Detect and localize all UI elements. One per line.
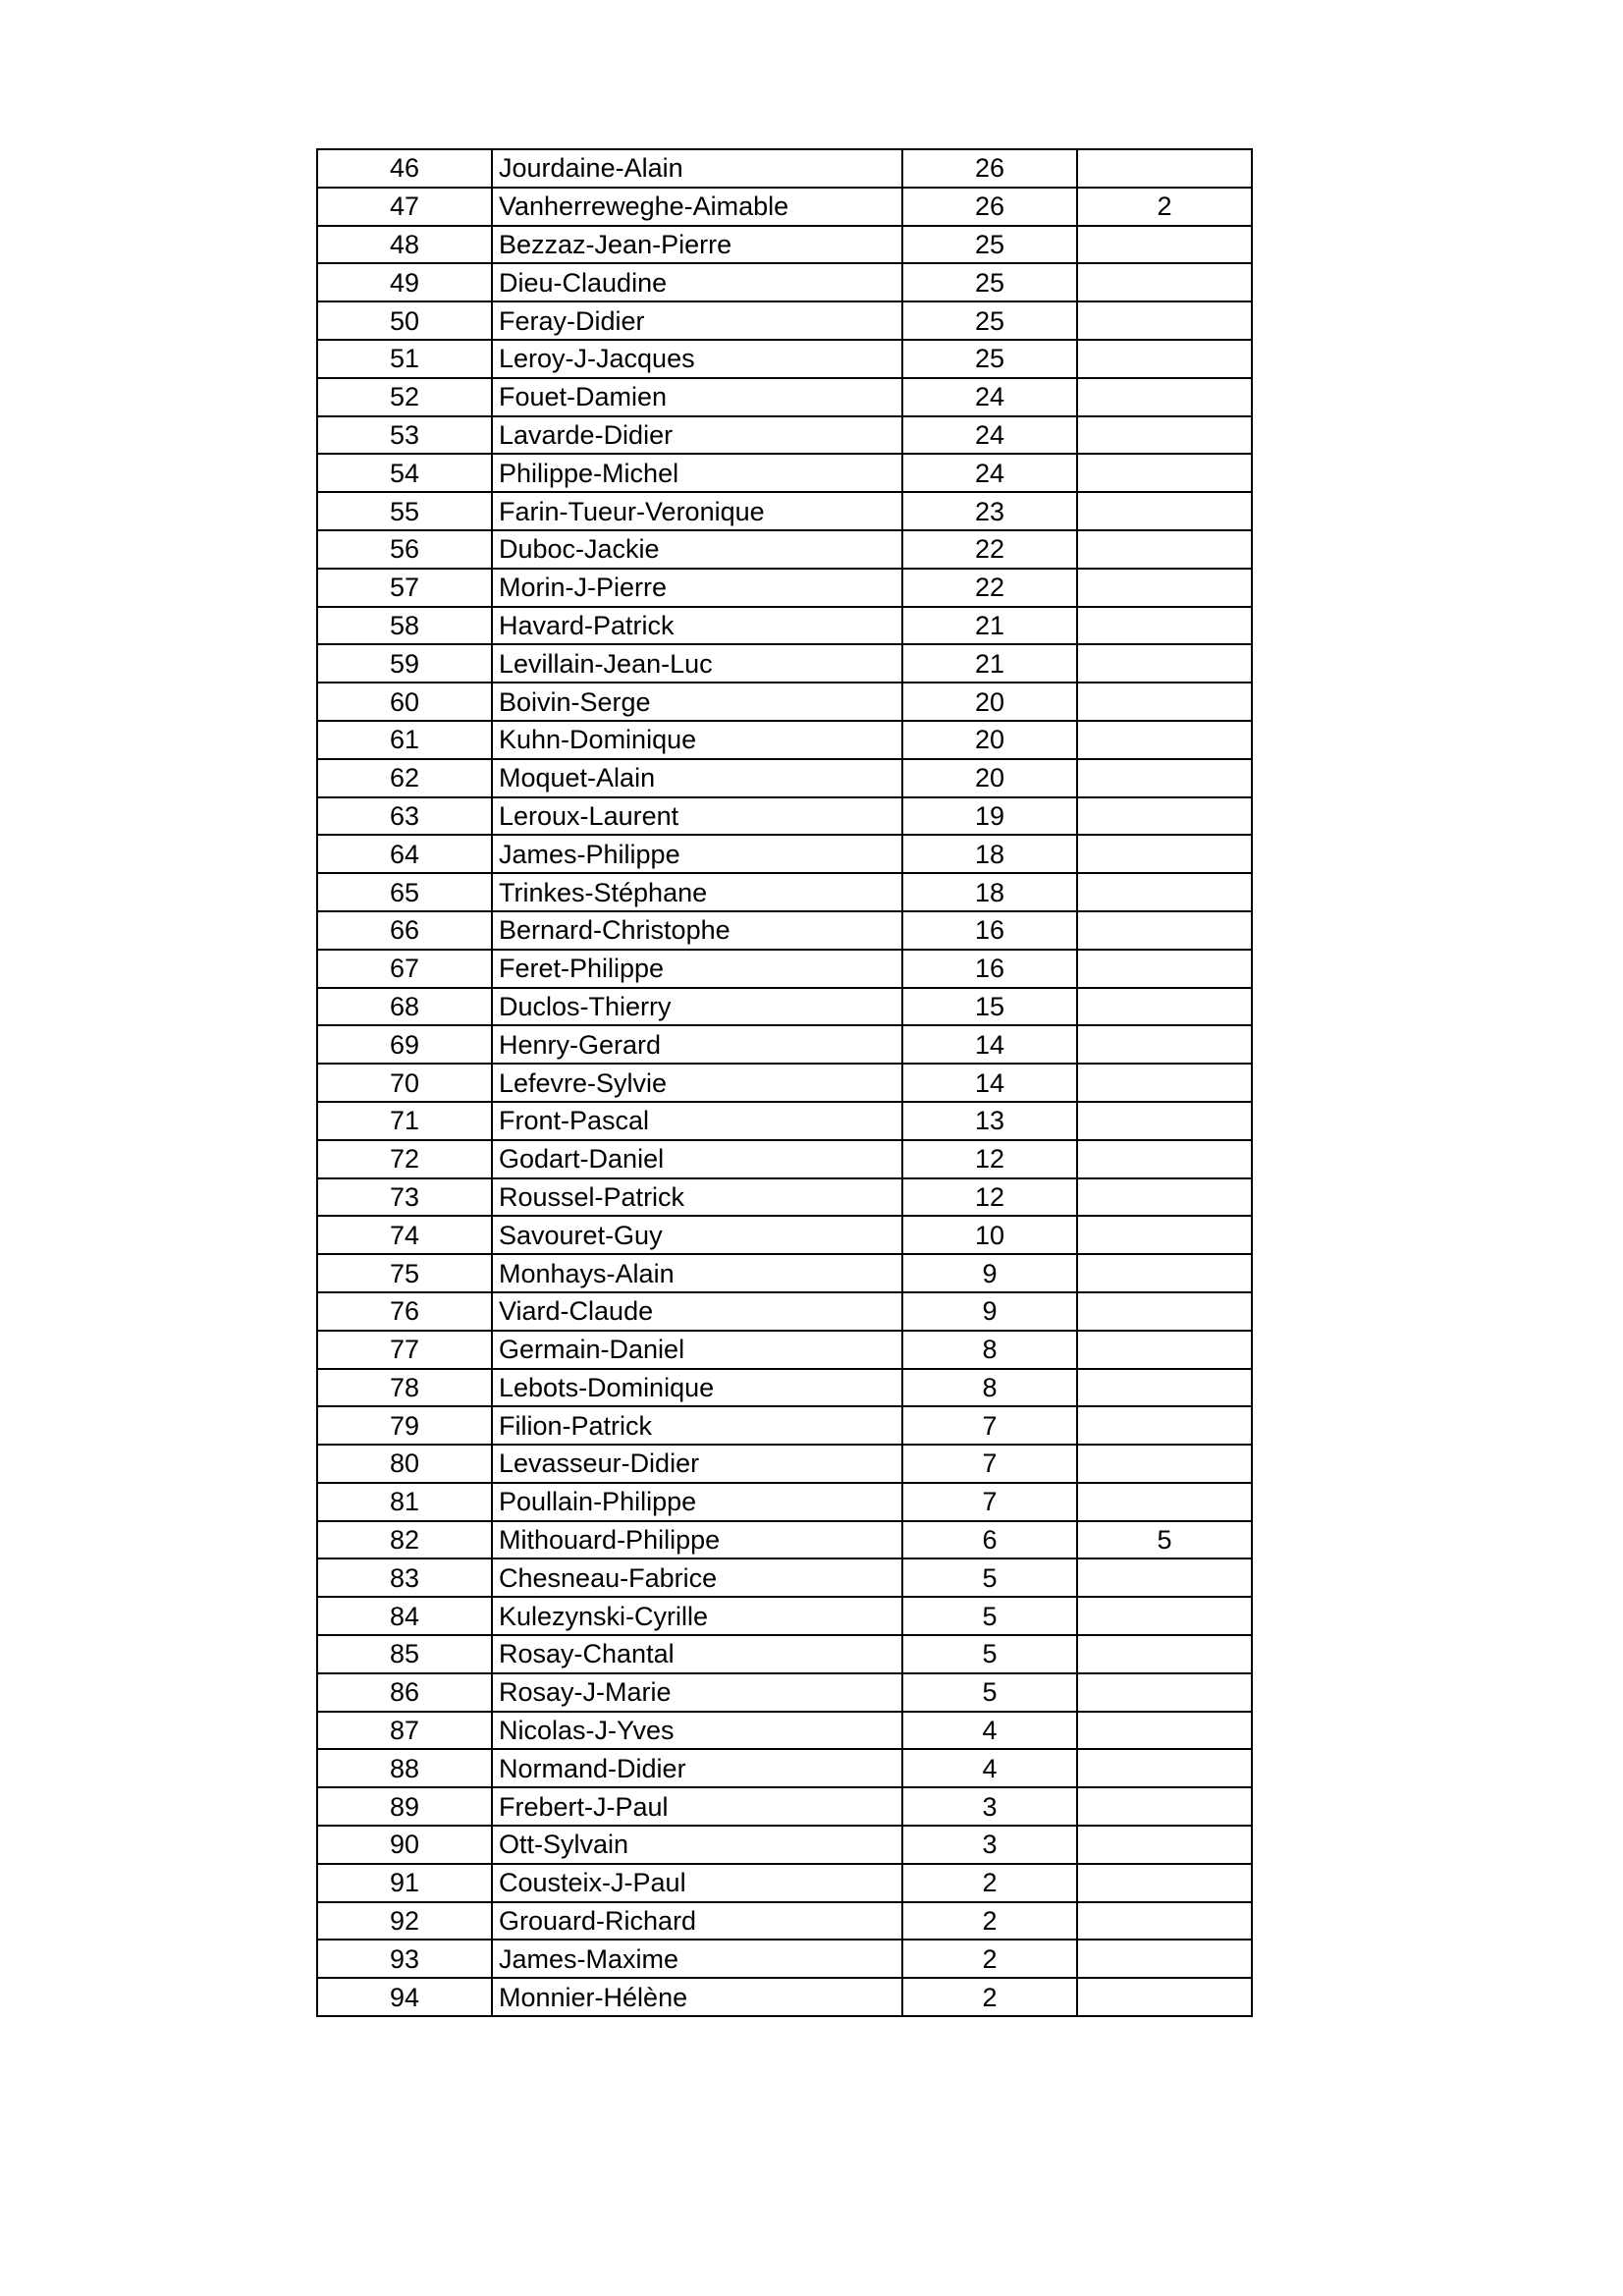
rank-cell: 82 bbox=[317, 1521, 492, 1559]
extra-cell bbox=[1077, 835, 1252, 873]
extra-cell bbox=[1077, 263, 1252, 301]
name-cell: Nicolas-J-Yves bbox=[492, 1712, 902, 1750]
name-cell: Roussel-Patrick bbox=[492, 1178, 902, 1217]
points-cell: 5 bbox=[902, 1597, 1077, 1635]
name-cell: Lefevre-Sylvie bbox=[492, 1064, 902, 1102]
extra-cell bbox=[1077, 1864, 1252, 1902]
table-row bbox=[317, 416, 1252, 455]
table-row bbox=[317, 644, 1252, 683]
name-cell: Henry-Gerard bbox=[492, 1025, 902, 1064]
extra-cell bbox=[1077, 454, 1252, 492]
points-cell: 26 bbox=[902, 149, 1077, 188]
table-row bbox=[317, 1635, 1252, 1673]
points-cell: 24 bbox=[902, 416, 1077, 455]
points-cell: 16 bbox=[902, 950, 1077, 988]
name-cell: Ott-Sylvain bbox=[492, 1826, 902, 1864]
table-row bbox=[317, 530, 1252, 569]
table-row bbox=[317, 1673, 1252, 1712]
extra-cell bbox=[1077, 1445, 1252, 1483]
table-row bbox=[317, 226, 1252, 264]
table-row bbox=[317, 340, 1252, 378]
points-cell: 25 bbox=[902, 263, 1077, 301]
name-cell: Duboc-Jackie bbox=[492, 530, 902, 569]
name-cell: Front-Pascal bbox=[492, 1102, 902, 1140]
name-cell: Viard-Claude bbox=[492, 1292, 902, 1331]
rank-cell: 65 bbox=[317, 873, 492, 911]
rank-cell: 55 bbox=[317, 492, 492, 530]
name-cell: Feray-Didier bbox=[492, 301, 902, 340]
points-cell: 5 bbox=[902, 1635, 1077, 1673]
extra-cell bbox=[1077, 1558, 1252, 1597]
table-row bbox=[317, 607, 1252, 645]
table-row bbox=[317, 1064, 1252, 1102]
rank-cell: 52 bbox=[317, 378, 492, 416]
rank-cell: 91 bbox=[317, 1864, 492, 1902]
rank-cell: 53 bbox=[317, 416, 492, 455]
extra-cell bbox=[1077, 1064, 1252, 1102]
name-cell: Vanherreweghe-Aimable bbox=[492, 188, 902, 226]
points-cell: 24 bbox=[902, 454, 1077, 492]
points-cell: 12 bbox=[902, 1178, 1077, 1217]
rank-cell: 81 bbox=[317, 1483, 492, 1521]
table-row bbox=[317, 759, 1252, 797]
rank-cell: 93 bbox=[317, 1940, 492, 1978]
rank-cell: 72 bbox=[317, 1140, 492, 1178]
points-cell: 4 bbox=[902, 1749, 1077, 1787]
extra-cell bbox=[1077, 301, 1252, 340]
extra-cell bbox=[1077, 721, 1252, 759]
points-cell: 3 bbox=[902, 1787, 1077, 1826]
table-row bbox=[317, 454, 1252, 492]
extra-cell bbox=[1077, 1826, 1252, 1864]
table-row bbox=[317, 1558, 1252, 1597]
points-cell: 3 bbox=[902, 1826, 1077, 1864]
table-row bbox=[317, 378, 1252, 416]
table-row bbox=[317, 988, 1252, 1026]
name-cell: Fouet-Damien bbox=[492, 378, 902, 416]
rank-cell: 71 bbox=[317, 1102, 492, 1140]
name-cell: Boivin-Serge bbox=[492, 683, 902, 721]
points-cell: 21 bbox=[902, 607, 1077, 645]
table-row bbox=[317, 1331, 1252, 1369]
points-cell: 22 bbox=[902, 530, 1077, 569]
points-cell: 8 bbox=[902, 1331, 1077, 1369]
table-row bbox=[317, 835, 1252, 873]
extra-cell bbox=[1077, 683, 1252, 721]
points-cell: 15 bbox=[902, 988, 1077, 1026]
table-row bbox=[317, 1826, 1252, 1864]
extra-cell bbox=[1077, 644, 1252, 683]
points-cell: 2 bbox=[902, 1940, 1077, 1978]
table-row bbox=[317, 492, 1252, 530]
extra-cell bbox=[1077, 1483, 1252, 1521]
points-cell: 25 bbox=[902, 226, 1077, 264]
table-row bbox=[317, 1978, 1252, 2016]
name-cell: Cousteix-J-Paul bbox=[492, 1864, 902, 1902]
extra-cell bbox=[1077, 530, 1252, 569]
name-cell: Feret-Philippe bbox=[492, 950, 902, 988]
extra-cell bbox=[1077, 1292, 1252, 1331]
name-cell: Monnier-Hélène bbox=[492, 1978, 902, 2016]
extra-cell bbox=[1077, 1902, 1252, 1941]
table-row bbox=[317, 188, 1252, 226]
points-cell: 6 bbox=[902, 1521, 1077, 1559]
name-cell: Leroux-Laurent bbox=[492, 797, 902, 836]
extra-cell bbox=[1077, 1140, 1252, 1178]
table-row bbox=[317, 1787, 1252, 1826]
name-cell: Kuhn-Dominique bbox=[492, 721, 902, 759]
table-row bbox=[317, 1902, 1252, 1941]
table-row bbox=[317, 721, 1252, 759]
rank-cell: 89 bbox=[317, 1787, 492, 1826]
rank-cell: 51 bbox=[317, 340, 492, 378]
table-row bbox=[317, 1216, 1252, 1254]
points-cell: 2 bbox=[902, 1902, 1077, 1941]
points-cell: 21 bbox=[902, 644, 1077, 683]
name-cell: Grouard-Richard bbox=[492, 1902, 902, 1941]
rank-cell: 86 bbox=[317, 1673, 492, 1712]
table-row bbox=[317, 873, 1252, 911]
points-cell: 8 bbox=[902, 1369, 1077, 1407]
rank-cell: 57 bbox=[317, 569, 492, 607]
table-row bbox=[317, 1749, 1252, 1787]
points-cell: 4 bbox=[902, 1712, 1077, 1750]
points-cell: 20 bbox=[902, 683, 1077, 721]
table-row bbox=[317, 1178, 1252, 1217]
name-cell: Rosay-Chantal bbox=[492, 1635, 902, 1673]
name-cell: Chesneau-Fabrice bbox=[492, 1558, 902, 1597]
points-cell: 7 bbox=[902, 1483, 1077, 1521]
rank-cell: 56 bbox=[317, 530, 492, 569]
points-cell: 7 bbox=[902, 1445, 1077, 1483]
extra-cell bbox=[1077, 759, 1252, 797]
rank-cell: 73 bbox=[317, 1178, 492, 1217]
extra-cell bbox=[1077, 1940, 1252, 1978]
extra-cell bbox=[1077, 149, 1252, 188]
table-row bbox=[317, 1597, 1252, 1635]
points-cell: 9 bbox=[902, 1292, 1077, 1331]
rank-cell: 54 bbox=[317, 454, 492, 492]
name-cell: Germain-Daniel bbox=[492, 1331, 902, 1369]
rank-cell: 69 bbox=[317, 1025, 492, 1064]
points-cell: 20 bbox=[902, 759, 1077, 797]
name-cell: Jourdaine-Alain bbox=[492, 149, 902, 188]
rank-cell: 60 bbox=[317, 683, 492, 721]
rank-cell: 70 bbox=[317, 1064, 492, 1102]
points-cell: 5 bbox=[902, 1558, 1077, 1597]
points-cell: 18 bbox=[902, 835, 1077, 873]
rank-cell: 76 bbox=[317, 1292, 492, 1331]
table-row bbox=[317, 911, 1252, 950]
rank-cell: 94 bbox=[317, 1978, 492, 2016]
extra-cell bbox=[1077, 950, 1252, 988]
name-cell: Normand-Didier bbox=[492, 1749, 902, 1787]
name-cell: Godart-Daniel bbox=[492, 1140, 902, 1178]
points-cell: 5 bbox=[902, 1673, 1077, 1712]
extra-cell bbox=[1077, 340, 1252, 378]
name-cell: Filion-Patrick bbox=[492, 1406, 902, 1445]
rank-cell: 88 bbox=[317, 1749, 492, 1787]
extra-cell bbox=[1077, 1178, 1252, 1217]
points-cell: 20 bbox=[902, 721, 1077, 759]
points-cell: 12 bbox=[902, 1140, 1077, 1178]
name-cell: Frebert-J-Paul bbox=[492, 1787, 902, 1826]
name-cell: Bezzaz-Jean-Pierre bbox=[492, 226, 902, 264]
points-cell: 19 bbox=[902, 797, 1077, 836]
name-cell: Leroy-J-Jacques bbox=[492, 340, 902, 378]
table-row bbox=[317, 1369, 1252, 1407]
rank-cell: 85 bbox=[317, 1635, 492, 1673]
table-row bbox=[317, 1445, 1252, 1483]
rank-cell: 78 bbox=[317, 1369, 492, 1407]
points-cell: 26 bbox=[902, 188, 1077, 226]
extra-cell bbox=[1077, 988, 1252, 1026]
name-cell: Moquet-Alain bbox=[492, 759, 902, 797]
name-cell: Mithouard-Philippe bbox=[492, 1521, 902, 1559]
extra-cell bbox=[1077, 378, 1252, 416]
extra-cell bbox=[1077, 1102, 1252, 1140]
table-row bbox=[317, 301, 1252, 340]
table-row bbox=[317, 1102, 1252, 1140]
rank-cell: 66 bbox=[317, 911, 492, 950]
name-cell: Philippe-Michel bbox=[492, 454, 902, 492]
name-cell: Poullain-Philippe bbox=[492, 1483, 902, 1521]
name-cell: Lavarde-Didier bbox=[492, 416, 902, 455]
points-cell: 23 bbox=[902, 492, 1077, 530]
table-row bbox=[317, 1140, 1252, 1178]
table-row bbox=[317, 1025, 1252, 1064]
name-cell: Bernard-Christophe bbox=[492, 911, 902, 950]
extra-cell bbox=[1077, 873, 1252, 911]
points-cell: 16 bbox=[902, 911, 1077, 950]
points-cell: 10 bbox=[902, 1216, 1077, 1254]
extra-cell bbox=[1077, 1369, 1252, 1407]
points-cell: 22 bbox=[902, 569, 1077, 607]
name-cell: Farin-Tueur-Veronique bbox=[492, 492, 902, 530]
points-cell: 25 bbox=[902, 301, 1077, 340]
name-cell: Monhays-Alain bbox=[492, 1254, 902, 1292]
extra-cell bbox=[1077, 911, 1252, 950]
rank-cell: 75 bbox=[317, 1254, 492, 1292]
rank-cell: 47 bbox=[317, 188, 492, 226]
rank-cell: 50 bbox=[317, 301, 492, 340]
name-cell: Kulezynski-Cyrille bbox=[492, 1597, 902, 1635]
name-cell: Rosay-J-Marie bbox=[492, 1673, 902, 1712]
name-cell: Morin-J-Pierre bbox=[492, 569, 902, 607]
table-row bbox=[317, 149, 1252, 188]
points-cell: 18 bbox=[902, 873, 1077, 911]
extra-cell bbox=[1077, 1635, 1252, 1673]
name-cell: Levillain-Jean-Luc bbox=[492, 644, 902, 683]
points-cell: 14 bbox=[902, 1064, 1077, 1102]
extra-cell bbox=[1077, 1749, 1252, 1787]
rank-cell: 49 bbox=[317, 263, 492, 301]
rank-cell: 46 bbox=[317, 149, 492, 188]
table-row bbox=[317, 1864, 1252, 1902]
table-row bbox=[317, 1712, 1252, 1750]
ranking-table bbox=[316, 148, 1253, 2017]
extra-cell bbox=[1077, 1978, 1252, 2016]
rank-cell: 48 bbox=[317, 226, 492, 264]
extra-cell bbox=[1077, 1787, 1252, 1826]
points-cell: 25 bbox=[902, 340, 1077, 378]
extra-cell bbox=[1077, 1331, 1252, 1369]
extra-cell bbox=[1077, 607, 1252, 645]
name-cell: Dieu-Claudine bbox=[492, 263, 902, 301]
table-row bbox=[317, 1521, 1252, 1559]
rank-cell: 61 bbox=[317, 721, 492, 759]
rank-cell: 90 bbox=[317, 1826, 492, 1864]
name-cell: Duclos-Thierry bbox=[492, 988, 902, 1026]
name-cell: Trinkes-Stéphane bbox=[492, 873, 902, 911]
extra-cell bbox=[1077, 1254, 1252, 1292]
extra-cell bbox=[1077, 569, 1252, 607]
extra-cell: 2 bbox=[1077, 188, 1252, 226]
extra-cell bbox=[1077, 1025, 1252, 1064]
name-cell: Levasseur-Didier bbox=[492, 1445, 902, 1483]
table-row bbox=[317, 1254, 1252, 1292]
extra-cell: 5 bbox=[1077, 1521, 1252, 1559]
name-cell: Havard-Patrick bbox=[492, 607, 902, 645]
rank-cell: 83 bbox=[317, 1558, 492, 1597]
rank-cell: 87 bbox=[317, 1712, 492, 1750]
extra-cell bbox=[1077, 416, 1252, 455]
name-cell: James-Philippe bbox=[492, 835, 902, 873]
ranking-table-body bbox=[317, 149, 1252, 2016]
points-cell: 14 bbox=[902, 1025, 1077, 1064]
extra-cell bbox=[1077, 226, 1252, 264]
extra-cell bbox=[1077, 1216, 1252, 1254]
table-row bbox=[317, 1292, 1252, 1331]
table-row bbox=[317, 1406, 1252, 1445]
extra-cell bbox=[1077, 1712, 1252, 1750]
points-cell: 7 bbox=[902, 1406, 1077, 1445]
table-row bbox=[317, 683, 1252, 721]
rank-cell: 79 bbox=[317, 1406, 492, 1445]
extra-cell bbox=[1077, 492, 1252, 530]
name-cell: Lebots-Dominique bbox=[492, 1369, 902, 1407]
table-row bbox=[317, 1483, 1252, 1521]
rank-cell: 59 bbox=[317, 644, 492, 683]
table-row bbox=[317, 569, 1252, 607]
points-cell: 9 bbox=[902, 1254, 1077, 1292]
points-cell: 24 bbox=[902, 378, 1077, 416]
extra-cell bbox=[1077, 1406, 1252, 1445]
rank-cell: 68 bbox=[317, 988, 492, 1026]
points-cell: 13 bbox=[902, 1102, 1077, 1140]
rank-cell: 77 bbox=[317, 1331, 492, 1369]
rank-cell: 84 bbox=[317, 1597, 492, 1635]
table-row bbox=[317, 950, 1252, 988]
rank-cell: 63 bbox=[317, 797, 492, 836]
rank-cell: 58 bbox=[317, 607, 492, 645]
points-cell: 2 bbox=[902, 1978, 1077, 2016]
rank-cell: 92 bbox=[317, 1902, 492, 1941]
rank-cell: 64 bbox=[317, 835, 492, 873]
name-cell: Savouret-Guy bbox=[492, 1216, 902, 1254]
points-cell: 2 bbox=[902, 1864, 1077, 1902]
table-row bbox=[317, 797, 1252, 836]
rank-cell: 80 bbox=[317, 1445, 492, 1483]
extra-cell bbox=[1077, 797, 1252, 836]
rank-cell: 67 bbox=[317, 950, 492, 988]
rank-cell: 62 bbox=[317, 759, 492, 797]
extra-cell bbox=[1077, 1597, 1252, 1635]
extra-cell bbox=[1077, 1673, 1252, 1712]
table-row bbox=[317, 1940, 1252, 1978]
table-row bbox=[317, 263, 1252, 301]
rank-cell: 74 bbox=[317, 1216, 492, 1254]
name-cell: James-Maxime bbox=[492, 1940, 902, 1978]
